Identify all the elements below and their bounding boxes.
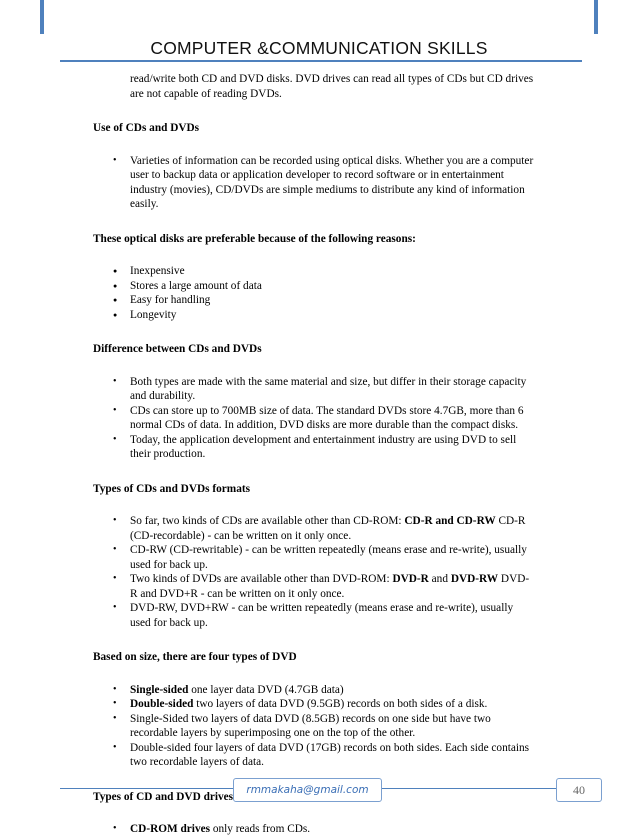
use-list: [93, 154, 553, 212]
heading-dvd-sizes: Based on size, there are four types of DVD: [93, 651, 297, 663]
heading-use-of-cds: Use of CDs and DVDs: [93, 122, 200, 134]
difference-list: [93, 375, 553, 462]
list-item: • Double-sided four layers of data DVD (17GB) records on both sides. Each side contains two recordable layers of data.: [93, 741, 553, 770]
heading-reasons: These optical disks are preferable because of the following reasons:: [93, 232, 416, 245]
heading-drives: Types of CD and DVD drives: [93, 790, 234, 803]
list-item: ● Inexpensive: [93, 264, 553, 279]
list-item: ● Longevity: [93, 308, 553, 323]
header-right-bar: [594, 0, 598, 34]
list-item: • Double-sided two layers of data DVD (9.5GB) records on both sides of a disk.: [93, 697, 553, 712]
header-rule: [60, 60, 582, 62]
list-item: • Both types are made with the same material and size, but differ in their storage capacity and durability.: [93, 375, 553, 404]
list-item: • So far, two kinds of CDs are available other than CD-ROM: CD-R and CD-RW CD-R (CD-recordable) - can be written on it only once.: [93, 514, 553, 543]
page-header-title: COMPUTER &COMMUNICATION SKILLS: [150, 38, 488, 58]
heading-formats: Types of CDs and DVDs formats: [93, 482, 251, 495]
footer-email: rmmakaha@gmail.com: [233, 778, 382, 802]
list-item: • Today, the application development and entertainment industry are using DVD to sell their production.: [93, 433, 553, 462]
list-item: • Single-sided one layer data DVD (4.7GB data): [93, 683, 553, 698]
document-body: [93, 72, 553, 837]
list-item: • CD-RW (CD-rewritable) - can be written repeatedly (means erase and re-write), usually used for back up.: [93, 543, 553, 572]
reasons-list: [93, 264, 553, 322]
list-item: ● Stores a large amount of data: [93, 279, 553, 294]
formats-list: [93, 514, 553, 630]
list-item: • CD-ROM drives only reads from CDs.: [93, 822, 553, 837]
list-item: • Varieties of information can be recorded using optical disks. Whether you are a computer user to backup data or application developer to record software or in entertainment industry (movies), CD/DVDs are simple mediums to distribute any kind of information easily.: [93, 154, 553, 212]
list-item: • DVD-RW, DVD+RW - can be written repeatedly (means erase and re-write), usually used for back up.: [93, 601, 553, 630]
list-item: • Single-Sided two layers of data DVD (8.5GB) records on one side but have two recordable layers by superimposing one on the top of the other.: [93, 712, 553, 741]
header-left-bar: [40, 0, 44, 34]
list-item: • CDs can store up to 700MB size of data. The standard DVDs store 4.7GB, more than 6 normal CDs of data. In addition, DVD disks are more durable than the compact disks.: [93, 404, 553, 433]
page-number: 40: [556, 778, 602, 802]
list-item: ● Easy for handling: [93, 293, 553, 308]
intro-paragraph: read/write both CD and DVD disks. DVD drives can read all types of CDs but CD drives are not capable of reading DVDs.: [130, 73, 534, 100]
drives-list: [93, 822, 553, 837]
heading-difference: Difference between CDs and DVDs: [93, 343, 262, 355]
dvd-sizes-list: [93, 683, 553, 770]
list-item: • Two kinds of DVDs are available other than DVD-ROM: DVD-R and DVD-RW DVD- R and DVD+R - can be written on it only once.: [93, 572, 553, 601]
